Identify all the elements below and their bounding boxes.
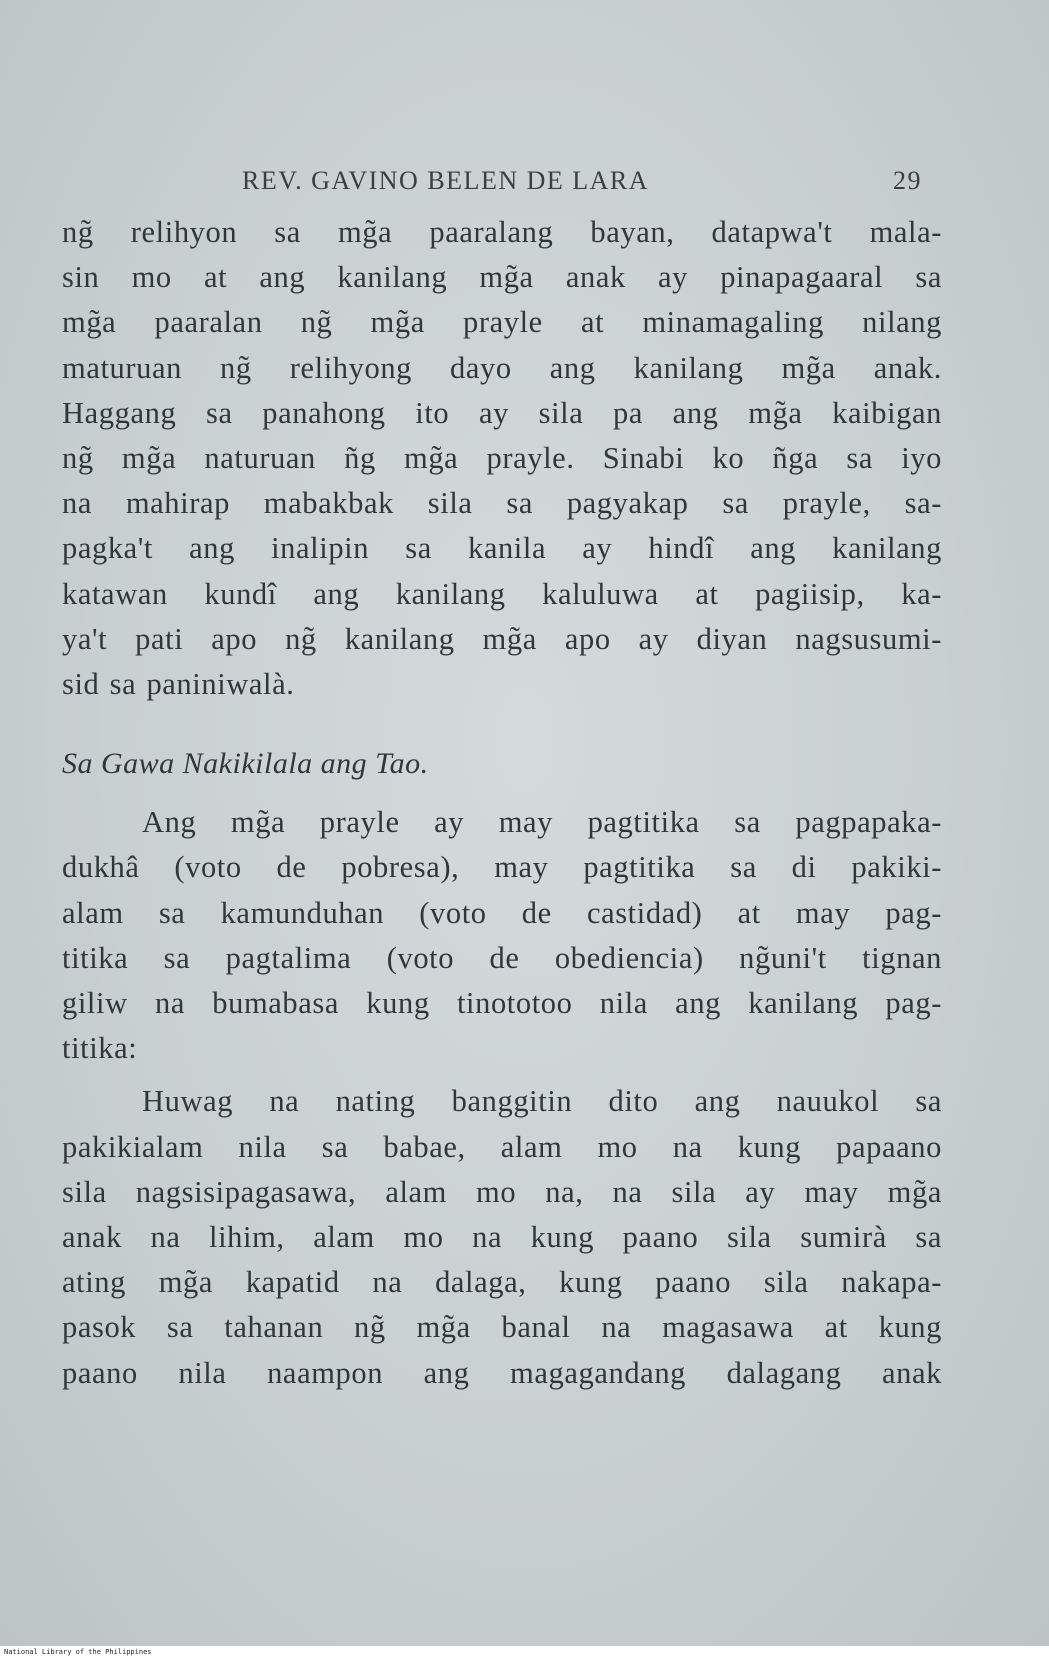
text-line: Huwag na nating banggitin dito ang nauukol sa (142, 1084, 942, 1119)
book-page (62, 160, 942, 1396)
text-line: pakikialam nila sa babae, alam mo na kung papaano (62, 1129, 942, 1164)
text-line: titika sa pagtalima (voto de obediencia) ng̃uni't tignan (62, 940, 942, 975)
paragraph-2 (62, 800, 942, 1071)
library-credit: National Library of the Philippines (4, 1648, 152, 1656)
text-line: na mahirap mabakbak sila sa pagyakap sa prayle, sa- (62, 486, 942, 521)
text-line: dukhâ (voto de pobresa), may pagtitika sa di pakiki- (62, 850, 942, 885)
text-line: mg̃a paaralan ng̃ mg̃a prayle at minamagaling nilang (62, 305, 942, 340)
paragraph-1 (62, 210, 942, 707)
text-line: ating mg̃a kapatid na dalaga, kung paano sila nakapa- (62, 1265, 942, 1300)
text-line: anak na lihim, alam mo na kung paano sila sumirà sa (62, 1220, 942, 1255)
text-line: Ang mg̃a prayle ay may pagtitika sa pagpapaka- (142, 805, 942, 840)
text-line: sila nagsisipagasawa, alam mo na, na sila ay may mg̃a (62, 1174, 942, 1209)
section-heading: Sa Gawa Nakikilala ang Tao. (62, 747, 429, 781)
text-line: pasok sa tahanan ng̃ mg̃a banal na magasawa at kung (62, 1310, 942, 1345)
text-line: paano nila naampon ang magagandang dalagang anak (62, 1355, 942, 1390)
running-head-title: REV. GAVINO BELEN DE LARA (242, 166, 650, 195)
running-head (62, 160, 942, 200)
text-line: sin mo at ang kanilang mg̃a anak ay pinapagaaral sa (62, 260, 942, 295)
text-line: ng̃ relihyon sa mg̃a paaralang bayan, datapwa't mala- (62, 215, 942, 249)
text-line: titika: (62, 1031, 138, 1066)
page-number: 29 (893, 166, 922, 195)
text-line: ya't pati apo ng̃ kanilang mg̃a apo ay diyan nagsusumi- (62, 621, 942, 656)
text-line: maturuan ng̃ relihyong dayo ang kanilang mg̃a anak. (62, 350, 942, 385)
text-line: Haggang sa panahong ito ay sila pa ang mg̃a kaibigan (62, 395, 942, 430)
text-line: pagka't ang inalipin sa kanila ay hindî ang kanilang (62, 531, 942, 566)
text-line: ng̃ mg̃a naturuan ñg mg̃a prayle. Sinabi ko ñga sa iyo (62, 441, 942, 476)
text-line: katawan kundî ang kanilang kaluluwa at pagiisip, ka- (62, 576, 942, 611)
text-line: giliw na bumabasa kung tinototoo nila ang kanilang pag- (62, 986, 942, 1021)
text-line: sid sa paniniwalà. (62, 667, 295, 702)
paragraph-3 (62, 1079, 942, 1395)
text-line: alam sa kamunduhan (voto de castidad) at may pag- (62, 895, 942, 930)
